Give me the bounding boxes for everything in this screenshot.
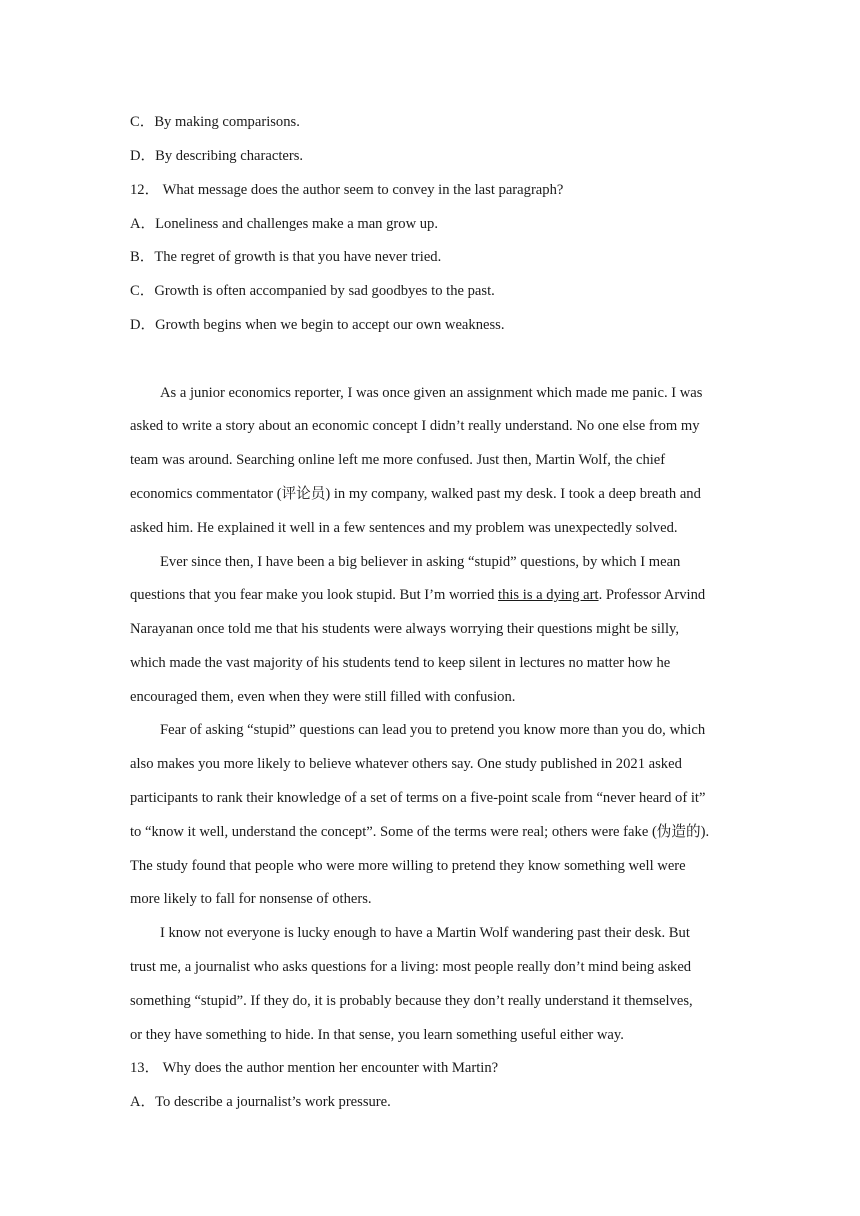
q12-option-a: A．Loneliness and challenges make a man grow up.: [130, 216, 439, 232]
q12-question: 12． What message does the author seem to convey in the last paragraph?: [130, 182, 564, 198]
passage-p2-line: encouraged them, even when they were still filled with confusion.: [130, 689, 516, 705]
q13-option-a: A．To describe a journalist’s work pressure.: [130, 1094, 391, 1110]
passage-p2-line: Ever since then, I have been a big believer in asking “stupid” questions, by which I mean: [160, 554, 681, 570]
q13-question: 13． Why does the author mention her encounter with Martin?: [130, 1060, 499, 1076]
passage-p2-text: questions that you fear make you look stupid. But I’m worried: [130, 587, 499, 603]
q12-option-d: D．Growth begins when we begin to accept our own weakness.: [130, 317, 505, 333]
passage-p3-line: participants to rank their knowledge of a set of terms on a five-point scale from “never heard of it”: [130, 790, 706, 806]
passage-p4-line: trust me, a journalist who asks questions for a living: most people really don’t mind being asked: [130, 959, 692, 975]
passage-p3-line: to “know it well, understand the concept”. Some of the terms were real; others were fake (伪造的).: [130, 824, 710, 840]
passage-p4-line: I know not everyone is lucky enough to have a Martin Wolf wandering past their desk. But: [160, 925, 690, 941]
q12-option-c: C．Growth is often accompanied by sad goodbyes to the past.: [130, 283, 495, 299]
passage-p1-line: asked him. He explained it well in a few sentences and my problem was unexpectedly solved.: [130, 520, 678, 536]
passage-p1-line: team was around. Searching online left me more confused. Just then, Martin Wolf, the chief: [130, 452, 666, 468]
underlined-phrase: this is a dying art: [498, 587, 599, 603]
passage-p4-line: something “stupid”. If they do, it is probably because they don’t really understand it themselves,: [130, 993, 693, 1009]
passage-p4-line: or they have something to hide. In that sense, you learn something useful either way.: [130, 1027, 624, 1043]
passage-p3-line: more likely to fall for nonsense of others.: [130, 891, 372, 907]
passage-p1-line: asked to write a story about an economic concept I didn’t really understand. No one else from my: [130, 418, 700, 434]
q11-option-c: C．By making comparisons.: [130, 114, 300, 130]
passage-p3-line: Fear of asking “stupid” questions can lead you to pretend you know more than you do, which: [160, 722, 706, 738]
passage-p1-line: As a junior economics reporter, I was once given an assignment which made me panic. I was: [160, 385, 703, 401]
passage-p2-line: Narayanan once told me that his students were always worrying their questions might be silly,: [130, 621, 680, 637]
passage-p2-line: [130, 585, 740, 605]
passage-p1-line: economics commentator (评论员) in my company, walked past my desk. I took a deep breath and: [130, 486, 701, 502]
passage-p3-line: The study found that people who were more willing to pretend they know something well were: [130, 858, 686, 874]
passage-p2-text: . Professor Arvind: [598, 587, 706, 603]
q11-option-d: D．By describing characters.: [130, 148, 304, 164]
passage-p3-line: also makes you more likely to believe whatever others say. One study published in 2021 asked: [130, 756, 682, 772]
passage-p2-line: which made the vast majority of his students tend to keep silent in lectures no matter how he: [130, 655, 671, 671]
q12-option-b: B．The regret of growth is that you have never tried.: [130, 249, 442, 265]
